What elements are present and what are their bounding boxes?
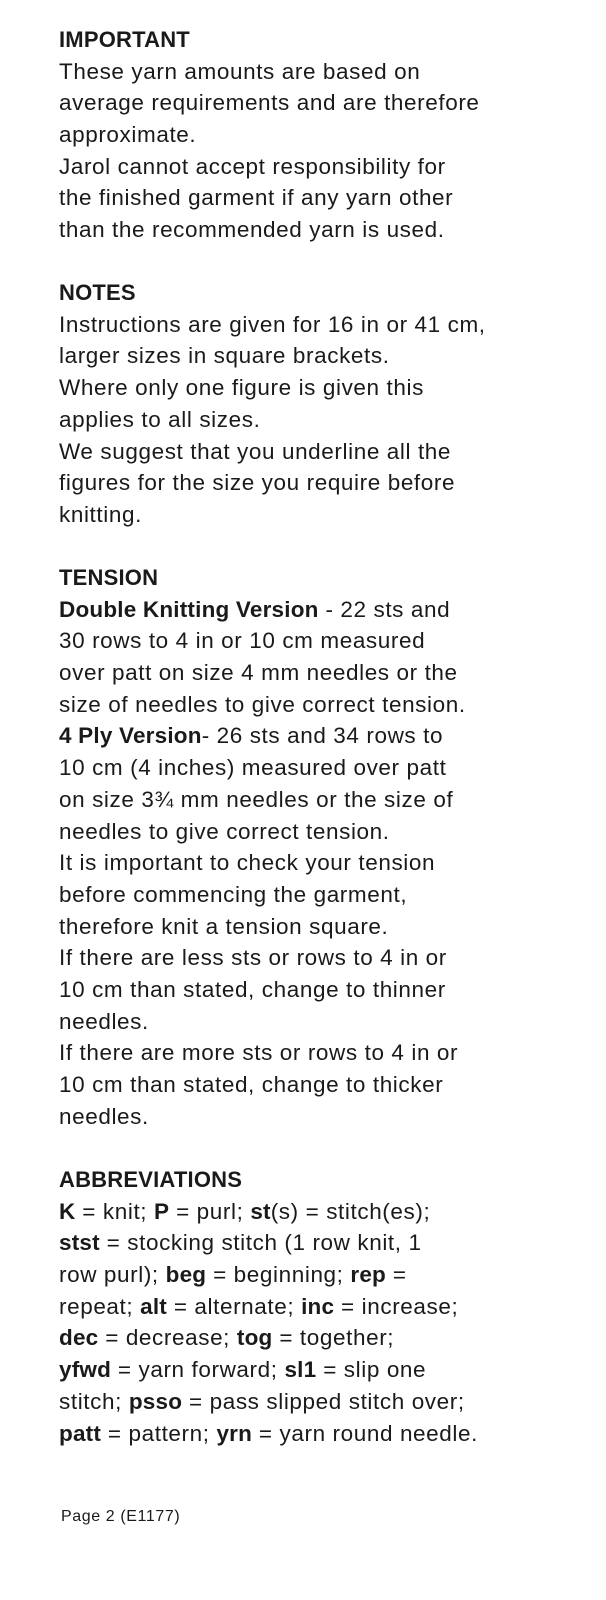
important-line: Jarol cannot accept responsibility for	[59, 153, 446, 179]
tension-line: therefore knit a tension square.	[59, 913, 389, 939]
abbreviation-text: = yarn forward;	[111, 1357, 285, 1383]
abbreviation-text: row purl);	[59, 1262, 166, 1287]
abbreviation-text: = pattern;	[101, 1420, 217, 1446]
important-line: approximate.	[59, 121, 197, 147]
important-line: These yarn amounts are based on	[59, 58, 421, 84]
abbreviations-line	[59, 1418, 559, 1450]
abbreviation-term: alt	[140, 1293, 167, 1319]
tension-line: needles.	[59, 1008, 149, 1034]
abbreviation-term: dec	[59, 1325, 99, 1351]
abbreviation-text: (s) = stitch(es);	[270, 1198, 431, 1224]
tension-dk-line	[59, 594, 559, 626]
abbreviation-term: rep	[350, 1262, 386, 1287]
tension-line: It is important to check your tension	[59, 850, 436, 876]
tension-line: needles to give correct tension.	[59, 818, 390, 844]
abbreviations-line	[59, 1227, 559, 1259]
abbreviation-term: yfwd	[59, 1357, 112, 1383]
notes-section	[59, 277, 559, 530]
notes-line: We suggest that you underline all the	[59, 438, 452, 464]
abbreviation-text: = increase;	[334, 1293, 459, 1319]
tension-line: 30 rows to 4 in or 10 cm measured	[59, 628, 426, 654]
abbreviations-line	[59, 1259, 559, 1291]
abbreviations-line	[59, 1354, 559, 1386]
tension-line: needles.	[59, 1103, 149, 1129]
notes-line: larger sizes in square brackets.	[59, 343, 390, 369]
pattern-page	[59, 24, 559, 1449]
abbreviation-text: = slip one	[316, 1357, 427, 1383]
tension-line: 10 cm than stated, change to thinner	[59, 977, 446, 1003]
important-line: than the recommended yarn is used.	[59, 217, 445, 243]
tension-line: If there are more sts or rows to 4 in or	[59, 1040, 459, 1066]
abbreviations-line	[59, 1322, 559, 1354]
tension-section	[59, 562, 559, 1132]
abbreviation-text: = knit;	[75, 1198, 155, 1224]
abbreviations-heading: ABBREVIATIONS	[59, 1167, 243, 1193]
abbreviation-text: = purl;	[169, 1198, 251, 1224]
abbreviation-text: = pass slipped stitch over;	[182, 1388, 465, 1414]
dk-version-text: - 22 sts and	[318, 596, 451, 622]
section-gap	[59, 1133, 559, 1165]
abbreviation-term: yrn	[216, 1420, 253, 1446]
abbreviation-text: = yarn round needle.	[252, 1420, 478, 1446]
abbreviation-text: = together;	[272, 1325, 395, 1351]
abbreviation-term: st	[250, 1198, 271, 1224]
abbreviation-text: = alternate;	[166, 1293, 302, 1319]
abbreviations-line	[59, 1291, 559, 1323]
abbreviation-term: tog	[236, 1325, 273, 1351]
important-section	[59, 24, 559, 246]
abbreviation-text: repeat;	[59, 1293, 141, 1319]
abbreviations-list	[59, 1196, 559, 1450]
abbreviation-term: stst	[59, 1230, 100, 1256]
abbreviation-term: beg	[165, 1262, 207, 1287]
section-gap	[59, 246, 559, 278]
tension-line: 10 cm than stated, change to thicker	[59, 1072, 444, 1098]
ply-version-text: - 26 sts and 34 rows to	[201, 723, 444, 749]
notes-line: figures for the size you require before	[59, 470, 456, 496]
tension-line: before commencing the garment,	[59, 881, 408, 907]
abbreviations-line	[59, 1386, 559, 1418]
tension-line: on size 3¾ mm needles or the size of	[59, 786, 454, 812]
abbreviations-section	[59, 1164, 559, 1449]
important-heading: IMPORTANT	[59, 27, 190, 52]
tension-heading: TENSION	[59, 565, 159, 591]
tension-line: over patt on size 4 mm needles or the	[59, 660, 458, 686]
abbreviation-text: = stocking stitch (1 row knit, 1	[99, 1230, 422, 1256]
notes-line: knitting.	[59, 501, 142, 527]
abbreviation-term: psso	[128, 1388, 183, 1414]
important-line: the finished garment if any yarn other	[59, 185, 454, 211]
tension-line: If there are less sts or rows to 4 in or	[59, 945, 447, 971]
section-gap	[59, 531, 559, 563]
abbreviation-term: inc	[301, 1293, 335, 1319]
abbreviation-term: P	[154, 1198, 170, 1224]
abbreviation-term: K	[59, 1198, 76, 1224]
tension-ply-line	[59, 720, 559, 752]
abbreviation-term: sl1	[284, 1357, 317, 1383]
notes-line: applies to all sizes.	[59, 406, 261, 432]
page-number: Page 2 (E1177)	[61, 1508, 181, 1525]
tension-line: size of needles to give correct tension.	[59, 691, 466, 717]
abbreviation-text: = beginning;	[206, 1262, 351, 1287]
ply-version-label: 4 Ply Version	[59, 723, 202, 749]
tension-line: 10 cm (4 inches) measured over patt	[59, 755, 447, 781]
abbreviations-line	[59, 1196, 559, 1228]
notes-line: Instructions are given for 16 in or 41 cm,	[59, 311, 486, 337]
abbreviation-text: stitch;	[59, 1388, 129, 1414]
important-line: average requirements and are therefore	[59, 90, 480, 116]
abbreviation-text: = decrease;	[98, 1325, 237, 1351]
notes-heading: NOTES	[59, 280, 136, 306]
abbreviation-text: =	[386, 1262, 407, 1287]
dk-version-label: Double Knitting Version	[59, 596, 319, 622]
notes-line: Where only one figure is given this	[59, 375, 424, 401]
abbreviation-term: patt	[59, 1420, 102, 1446]
